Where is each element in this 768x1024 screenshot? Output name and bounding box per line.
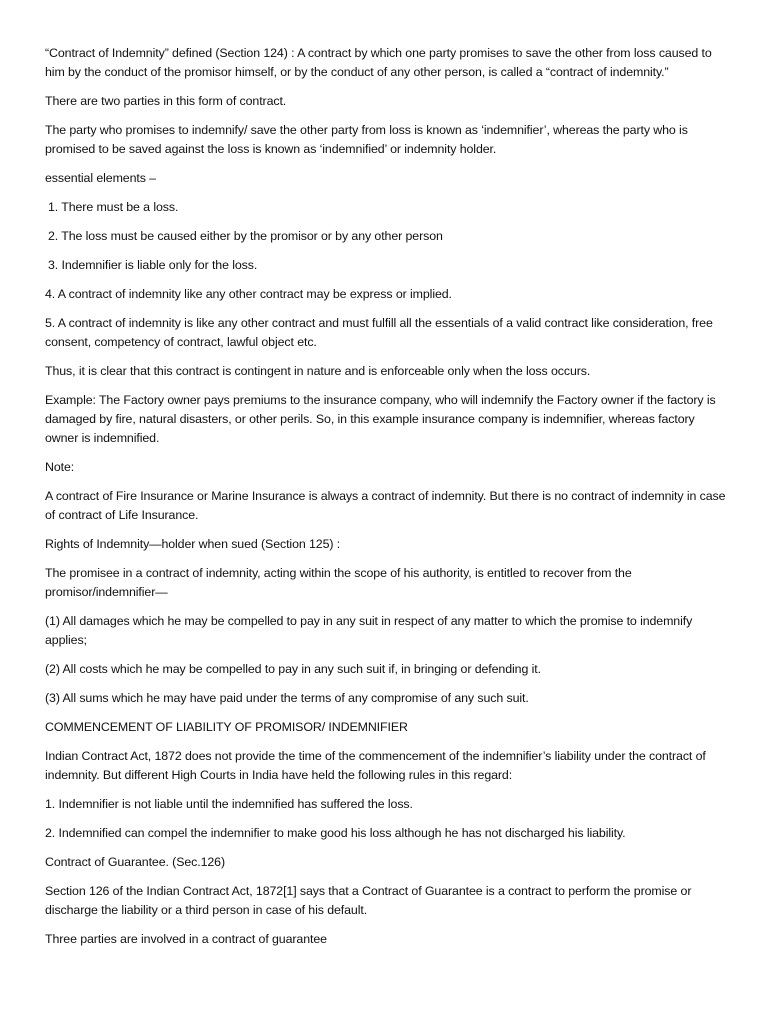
contingent-nature-paragraph: Thus, it is clear that this contract is contingent in nature and is enforceable only when the loss occurs. (45, 364, 591, 378)
insurance-note-paragraph: A contract of Fire Insurance or Marine Insurance is always a contract of indemnity. But there is no contract of indemnity in case of contract of Life Insurance. (45, 489, 726, 522)
rights-heading: Rights of Indemnity—holder when sued (Section 125) : (45, 537, 341, 551)
essential-element-item: 5. A contract of indemnity is like any other contract and must fulfill all the essentials of a valid contract like consideration, free consent, competency of contract, lawful object etc. (45, 316, 713, 349)
right-item: (2) All costs which he may be compelled to pay in any such suit if, in bringing or defending it. (45, 662, 541, 676)
document-page (45, 44, 730, 959)
essential-element-item: 3. Indemnifier is liable only for the loss. (48, 258, 258, 272)
commencement-heading: COMMENCEMENT OF LIABILITY OF PROMISOR/ INDEMNIFIER (45, 720, 408, 734)
essential-element-item: 4. A contract of indemnity like any other contract may be express or implied. (45, 287, 452, 301)
indemnity-definition-paragraph: “Contract of Indemnity” defined (Section 124) : A contract by which one party promises to save the other from loss caused to him by the conduct of the promisor himself, or by the conduct of any other person, is called a “contract of indemnity.” (45, 46, 712, 79)
promisee-entitlement-paragraph: The promisee in a contract of indemnity, acting within the scope of his authority, is entitled to recover from the promisor/indemnifier— (45, 566, 632, 599)
note-heading: Note: (45, 460, 75, 474)
essential-element-item: 2. The loss must be caused either by the promisor or by any other person (48, 229, 443, 243)
right-item: (1) All damages which he may be compelled to pay in any suit in respect of any matter to which the promise to indemnify applies; (45, 614, 693, 647)
example-paragraph: Example: The Factory owner pays premiums to the insurance company, who will indemnify the Factory owner if the factory is damaged by fire, natural disasters, or other perils. So, in this example insurance company is indemnifier, whereas factory owner is indemnified. (45, 393, 716, 445)
three-parties-paragraph: Three parties are involved in a contract of guarantee (45, 932, 327, 946)
parties-description-paragraph: The party who promises to indemnify/ save the other party from loss is known as ‘indemnifier’, whereas the party who is promised to be saved against the loss is known as ‘indemnified’ or indemnity holder. (45, 123, 688, 156)
right-item: (3) All sums which he may have paid under the terms of any compromise of any such suit. (45, 691, 529, 705)
two-parties-paragraph: There are two parties in this form of contract. (45, 94, 287, 108)
rule-item: 2. Indemnified can compel the indemnifier to make good his loss although he has not discharged his liability. (45, 826, 626, 840)
section-126-paragraph: Section 126 of the Indian Contract Act, 1872[1] says that a Contract of Guarantee is a contract to perform the promise or discharge the liability or a third person in case of his default. (45, 884, 692, 917)
rule-item: 1. Indemnifier is not liable until the indemnified has suffered the loss. (45, 797, 413, 811)
essential-element-item: 1. There must be a loss. (48, 200, 179, 214)
guarantee-heading: Contract of Guarantee. (Sec.126) (45, 855, 226, 869)
commencement-paragraph: Indian Contract Act, 1872 does not provide the time of the commencement of the indemnifier’s liability under the contract of indemnity. But different High Courts in India have held the following rules in this regard: (45, 749, 706, 782)
essential-elements-heading: essential elements – (45, 171, 156, 185)
